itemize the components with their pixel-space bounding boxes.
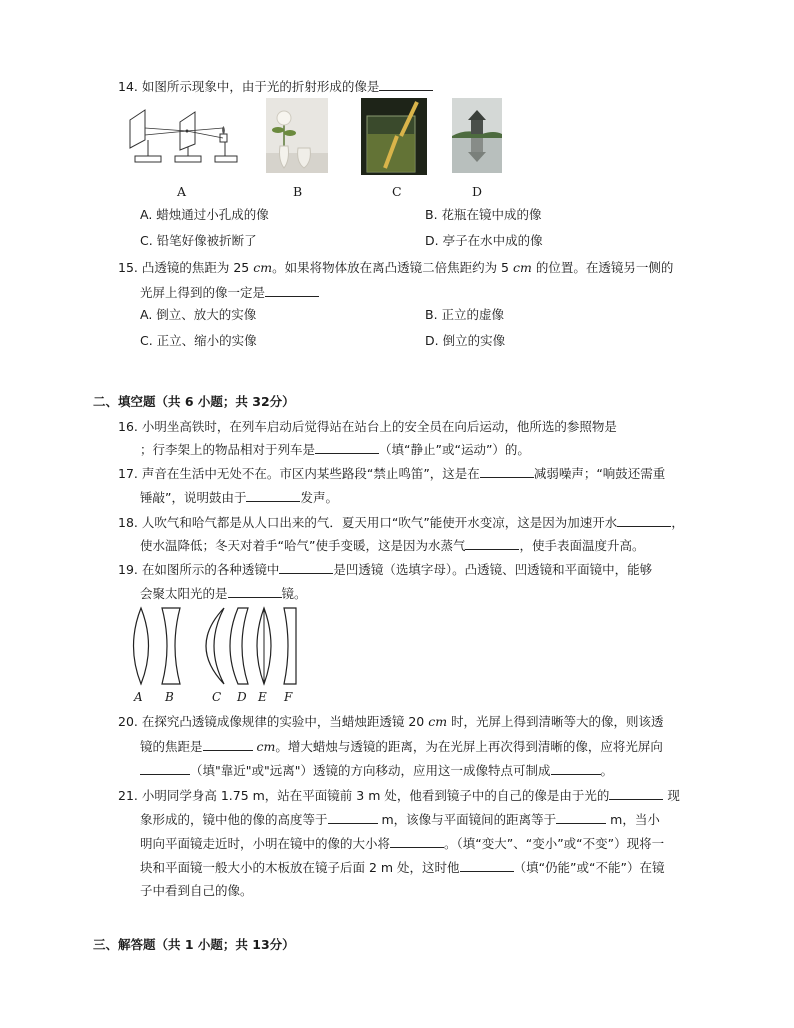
answer-blank[interactable] — [246, 489, 300, 502]
figure-label-d: D — [472, 184, 483, 199]
answer-blank[interactable] — [617, 514, 671, 527]
answer-blank[interactable] — [328, 811, 378, 824]
q14-option-a[interactable]: A. 蜡烛通过小孔成的像 — [140, 207, 269, 222]
answer-blank[interactable] — [203, 738, 253, 751]
lens-a — [134, 608, 149, 684]
q14-option-c[interactable]: C. 铅笔好像被折断了 — [140, 233, 257, 248]
q21-line-4: 块和平面镜一般大小的木板放在镜子后面 2 m 处，这时他 （填“仍能”或“不能”）在镜 — [140, 860, 665, 875]
answer-blank[interactable] — [140, 762, 190, 775]
answer-blank[interactable] — [379, 78, 433, 91]
q17-line-2: 锤敲”，说明鼓由于 发声。 — [140, 490, 338, 505]
q14-option-b[interactable]: B. 花瓶在镜中成的像 — [425, 207, 542, 222]
lens-d — [230, 608, 248, 684]
lens-label-b: B — [165, 690, 174, 704]
q15-option-b[interactable]: B. 正立的虚像 — [425, 307, 505, 322]
answer-blank[interactable] — [228, 585, 282, 598]
q20-line-2: 镜的焦距是 cm。增大蜡烛与透镜的距离，为在光屏上再次得到清晰的像，应将光屏向 — [140, 739, 663, 754]
lens-f — [284, 608, 296, 684]
q17-line-1: 17. 声音在生活中无处不在。市区内某些路段“禁止鸣笛”，这是在 减弱噪声；“响鼓还需重 — [118, 466, 666, 481]
figure-label-b: B — [293, 184, 303, 199]
q15-stem-line-1: 15. 凸透镜的焦距为 25 cm。如果将物体放在离凸透镜二倍焦距约为 5 cm 的位置。在透镜另一侧的 — [118, 260, 674, 275]
figure-d-pavilion-reflection — [452, 98, 502, 173]
answer-blank[interactable] — [279, 561, 333, 574]
figure-c-pencil-water — [361, 98, 427, 175]
figure-label-c: C — [392, 184, 402, 199]
answer-blank[interactable] — [609, 787, 663, 800]
q15-stem-line-2: 光屏上得到的像一定是 — [140, 284, 319, 301]
answer-blank[interactable] — [480, 465, 534, 478]
q21-line-5: 子中看到自己的像。 — [140, 883, 253, 898]
q20-line-1: 20. 在探究凸透镜成像规律的实验中，当蜡烛距透镜 20 cm 时，光屏上得到清晰等大的像，则该透 — [118, 714, 664, 729]
answer-blank[interactable] — [460, 859, 514, 872]
lens-label-e: E — [258, 690, 267, 704]
answer-blank[interactable] — [551, 762, 601, 775]
q21-line-3: 明向平面镜走近时，小明在镜中的像的大小将 。（填“变大”、“变小”或“不变”）现将一 — [140, 836, 665, 851]
answer-blank[interactable] — [265, 284, 319, 297]
answer-blank[interactable] — [390, 835, 444, 848]
q21-line-1: 21. 小明同学身高 1.75 m，站在平面镜前 3 m 处，他看到镜子中的自己的像是由于光的 现 — [118, 788, 680, 803]
figure-lenses — [126, 604, 306, 688]
section-3-title: 三、解答题（共 1 小题；共 13分） — [93, 937, 295, 952]
q14-option-d[interactable]: D. 亭子在水中成的像 — [425, 233, 543, 248]
lens-b — [162, 608, 180, 684]
lens-label-d: D — [237, 690, 247, 704]
answer-blank[interactable] — [465, 537, 519, 550]
answer-blank[interactable] — [556, 811, 606, 824]
lens-label-f: F — [284, 690, 293, 704]
q15-option-a[interactable]: A. 倒立、放大的实像 — [140, 307, 257, 322]
lens-label-c: C — [212, 690, 222, 704]
q18-line-1: 18. 人吹气和哈气都是从人口出来的气．夏天用口“吹气”能使开水变凉，这是因为加速开水 ， — [118, 515, 684, 530]
figure-b-vase-mirror — [266, 98, 328, 173]
figure-label-a: A — [177, 184, 187, 199]
q15-option-c[interactable]: C. 正立、缩小的实像 — [140, 333, 257, 348]
section-2-title: 二、填空题（共 6 小题；共 32分） — [93, 394, 295, 409]
lens-c — [206, 608, 224, 684]
q16-line-2: ；行李架上的物品相对于列车是 （填“静止”或“运动”）的。 — [140, 442, 530, 457]
lens-label-a: A — [134, 690, 143, 704]
figure-a-pinhole — [125, 104, 240, 170]
q21-line-2: 象形成的，镜中他的像的高度等于 m，该像与平面镜间的距离等于 m，当小 — [140, 812, 660, 827]
q15-option-d[interactable]: D. 倒立的实像 — [425, 333, 506, 348]
q14-stem: 14. 如图所示现象中，由于光的折射形成的像是 — [118, 78, 433, 95]
q19-line-2: 会聚太阳光的是 镜。 — [140, 586, 307, 601]
q16-line-1: 16. 小明坐高铁时，在列车启动后觉得站在站台上的安全员在向后运动，他所选的参照物是 — [118, 419, 617, 434]
q19-line-1: 19. 在如图所示的各种透镜中 是凹透镜（选填字母）。凸透镜、凹透镜和平面镜中，能够 — [118, 562, 653, 577]
q18-line-2: 使水温降低；冬天对着手“哈气”使手变暖，这是因为水蒸气 ，使手表面温度升高。 — [140, 538, 645, 553]
q20-line-3: （填"靠近"或"远离"）透镜的方向移动，应用这一成像特点可制成 。 — [140, 762, 613, 779]
answer-blank[interactable] — [315, 441, 379, 454]
